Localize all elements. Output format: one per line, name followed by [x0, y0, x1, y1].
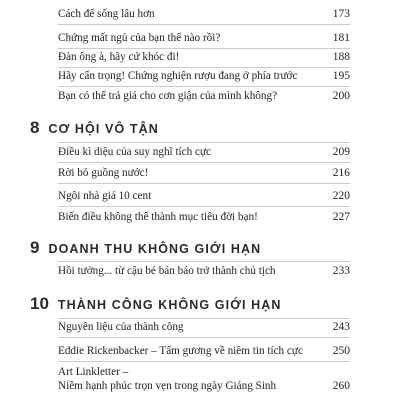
toc-divider [58, 318, 350, 319]
toc-entry-page: 173 [332, 8, 350, 20]
toc-divider [58, 67, 350, 68]
toc-entry-page: 243 [332, 321, 350, 333]
toc-entry-title: Eddie Rickenbacker – Tấm gương về niềm tin tích cực [58, 345, 303, 357]
chapter-number: 10 [30, 294, 49, 313]
toc-entry-page: 200 [332, 90, 350, 102]
toc-entry-page: 195 [332, 70, 350, 82]
toc-divider [58, 48, 350, 49]
toc-divider [58, 361, 350, 362]
toc-entry-title: Nguyên liệu của thành công [58, 321, 184, 333]
toc-entry-title: Chứng mất ngủ của bạn thế nào rồi? [58, 32, 221, 44]
toc-entry-title: Art Linkletter – [58, 366, 129, 378]
toc-divider [58, 162, 350, 163]
toc-entry-title: Điều kì diệu của suy nghĩ tích cực [58, 146, 212, 158]
toc-entry-page: 227 [332, 211, 350, 223]
toc-entry-page: 216 [332, 167, 350, 179]
toc-divider [58, 337, 350, 338]
chapter-number: 8 [30, 118, 40, 137]
chapter-number: 9 [30, 238, 40, 257]
toc-entry-title: Ngôi nhà giá 10 cent [58, 190, 152, 202]
toc-divider [58, 142, 350, 143]
chapter-heading-10[interactable] [30, 294, 282, 314]
toc-entry-title: Cách để sống lâu hơn [58, 8, 155, 20]
chapter-title: THÀNH CÔNG KHÔNG GIỚI HẠN [57, 298, 282, 312]
toc-divider [58, 206, 350, 207]
toc-entry-title: Hãy cẩn trọng! Chứng nghiện rượu đang ở phía trước [58, 70, 298, 82]
toc-entry-page: 233 [332, 265, 350, 277]
toc-entry-page: 260 [332, 380, 350, 392]
chapter-title: DOANH THU KHÔNG GIỚI HẠN [48, 242, 262, 256]
toc-entry-title: Rời bỏ guồng nước! [58, 167, 149, 179]
toc-divider [58, 24, 350, 25]
toc-divider [58, 86, 350, 87]
toc-divider [58, 183, 350, 184]
chapter-heading-9[interactable] [30, 238, 261, 258]
toc-entry-page: 250 [332, 345, 350, 357]
chapter-heading-8[interactable] [30, 118, 159, 138]
toc-entry-page: 220 [332, 190, 350, 202]
toc-entry-page: 188 [332, 51, 350, 63]
toc-entry-title: Đàn ông à, hãy cứ khóc đi! [58, 51, 180, 63]
toc-entry-title: Biến điều không thể thành mục tiêu đời bạn! [58, 211, 258, 223]
toc-entry-title: Hồi tưởng... từ cậu bé bán báo trở thành chủ tịch [58, 265, 276, 277]
toc-entry-title-continued: Niềm hạnh phúc trọn vẹn trong ngày Giáng Sinh [58, 380, 277, 392]
toc-entry-page: 181 [332, 32, 350, 44]
toc-entry-title: Bạn có thể trả giá cho cơn giận của mình không? [58, 90, 278, 102]
chapter-title: CƠ HỘI VÔ TẬN [48, 122, 159, 136]
toc-entry-page: 209 [332, 146, 350, 158]
toc-divider [58, 261, 350, 262]
